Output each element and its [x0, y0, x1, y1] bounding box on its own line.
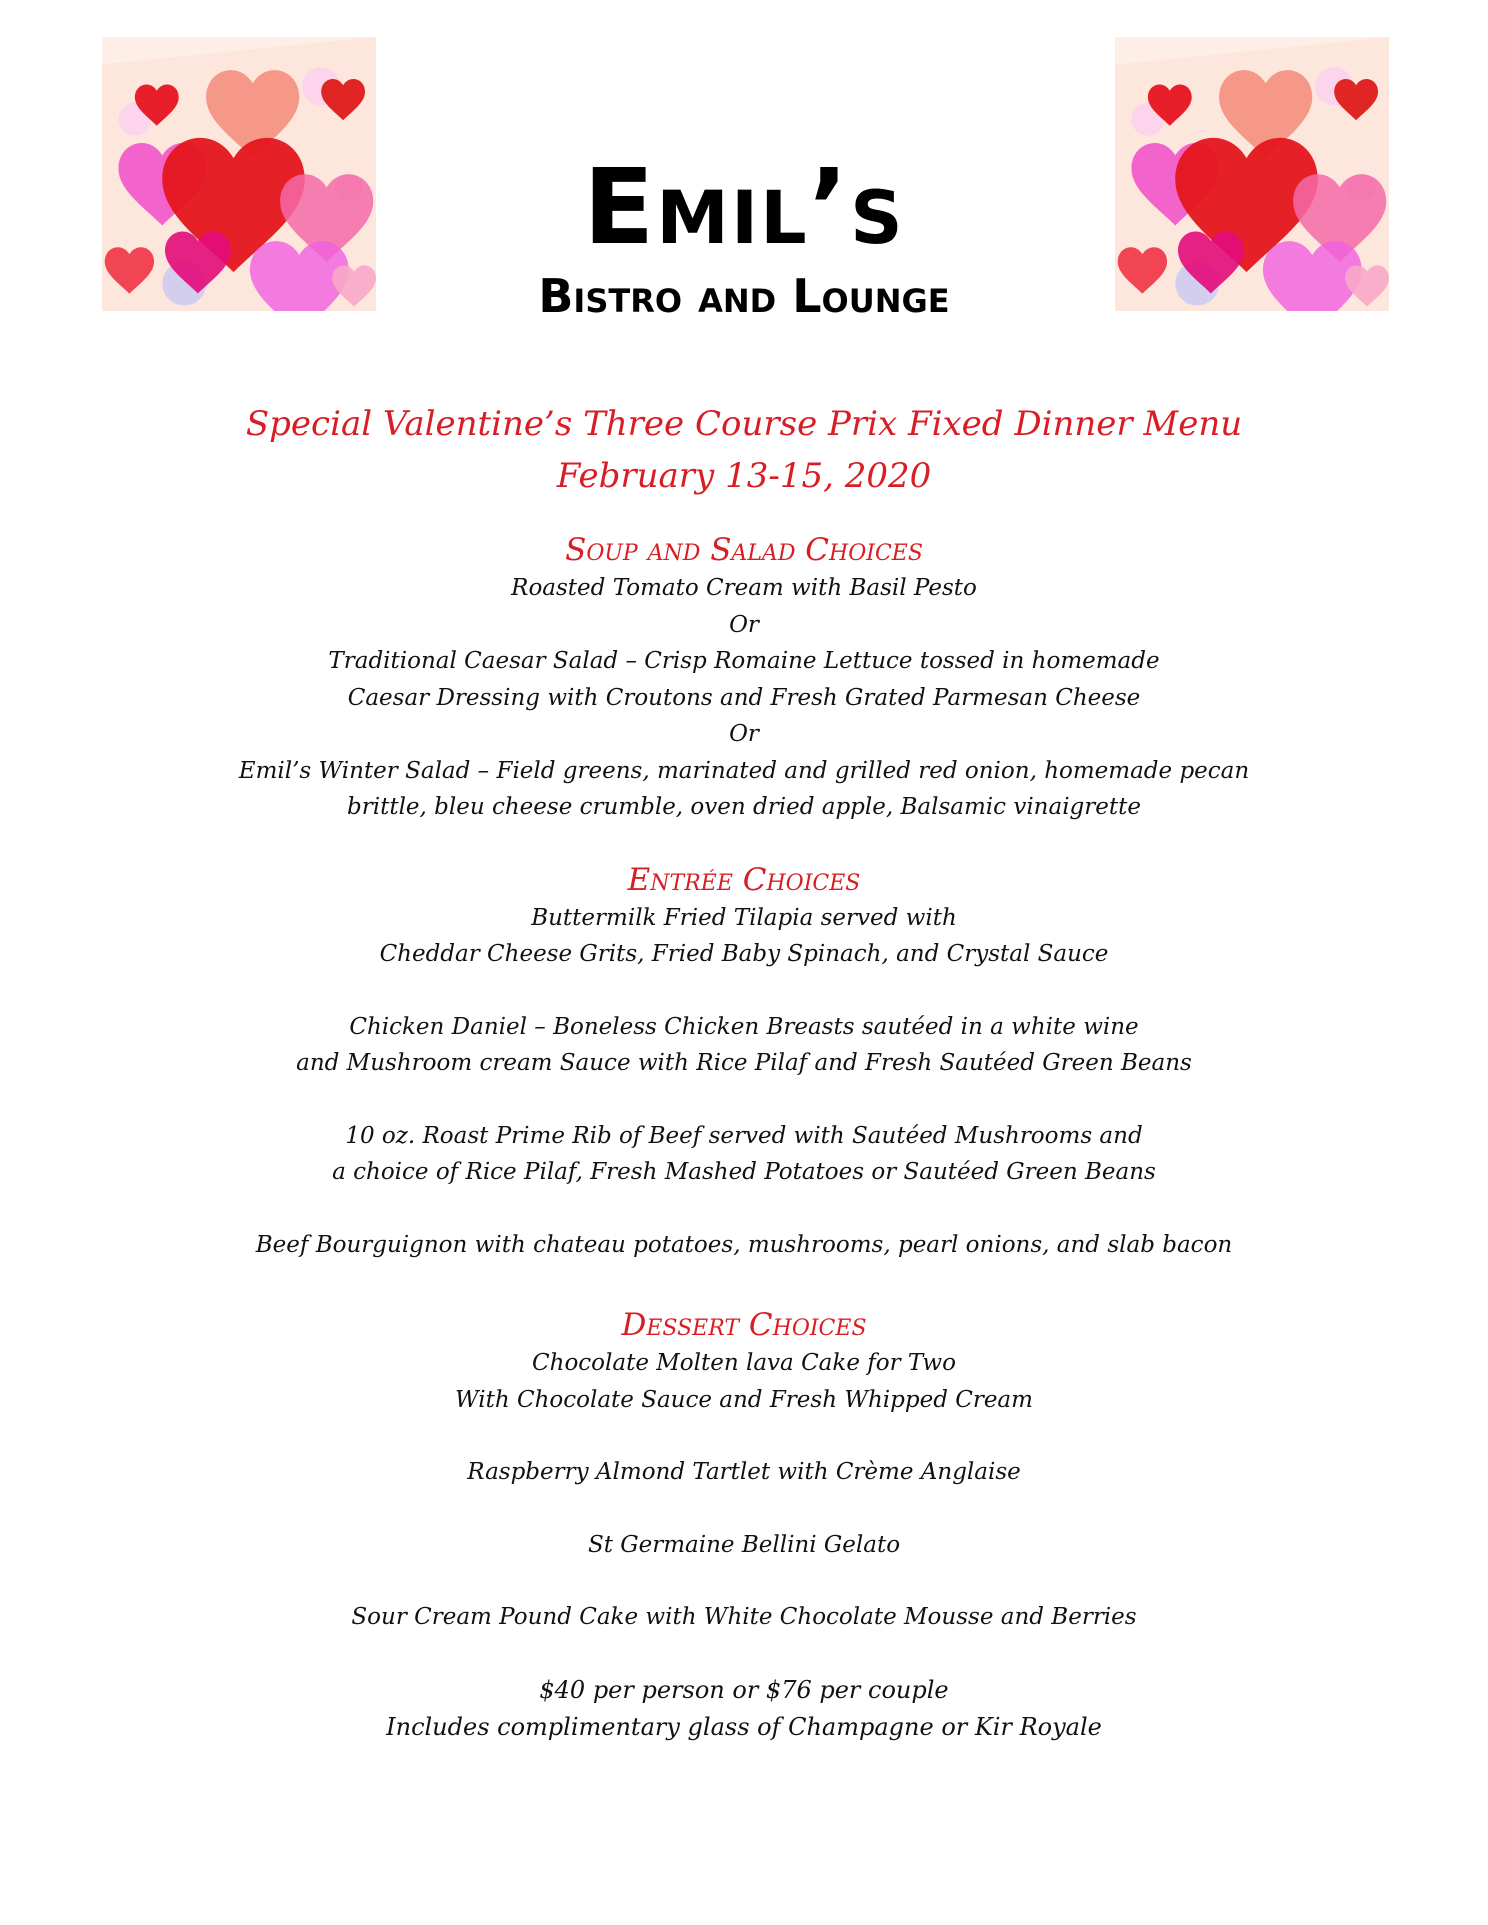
menu-line: brittle, bleu cheese crumble, oven dried apple, Balsamic vinaigrette [347, 794, 1141, 820]
menu-line: Chocolate Molten lava Cake for Two [532, 1350, 956, 1376]
menu-line: Raspberry Almond Tartlet with Crème Anglaise [467, 1459, 1021, 1485]
spacer [0, 1491, 1488, 1527]
price-note: Includes complimentary glass of Champagne or Kir Royale [386, 1712, 1102, 1741]
menu-line: Buttermilk Fried Tilapia served with [531, 904, 957, 931]
spacer [0, 973, 1488, 1009]
spacer [0, 1636, 1488, 1672]
restaurant-name: Emil’s [583, 146, 905, 268]
section-title-dessert: Dessert Choices [621, 1307, 867, 1343]
restaurant-subtitle: Bistro and Lounge [538, 269, 950, 323]
section-title-entree: Entrée Choices [627, 861, 861, 898]
menu-line: Beef Bourguignon with chateau potatoes, mushrooms, pearl onions, and slab bacon [255, 1231, 1233, 1258]
menu-line: With Chocolate Sauce and Fresh Whipped Cream [455, 1386, 1033, 1413]
promo-title: Special Valentine’s Three Course Prix Fixed Dinner Menu [245, 404, 1243, 444]
price-line: $40 per person or $76 per couple [539, 1675, 949, 1704]
menu-line: Sour Cream Pound Cake with White Chocolate Mousse and Berries [351, 1604, 1137, 1630]
menu-line: a choice of Rice Pilaf, Fresh Mashed Potatoes or Sautéed Green Beans [332, 1159, 1156, 1185]
spacer [0, 1418, 1488, 1454]
section-title-soup-salad: Soup and Salad Choices [565, 532, 923, 568]
menu-line: Caesar Dressing with Croutons and Fresh Grated Parmesan Cheese [347, 684, 1141, 711]
spacer [0, 1563, 1488, 1599]
promo-dates: February 13-15, 2020 [556, 456, 932, 496]
menu-line: 10 oz. Roast Prime Rib of Beef served with Sautéed Mushrooms and [345, 1122, 1143, 1149]
menu-line: Cheddar Cheese Grits, Fried Baby Spinach, and Crystal Sauce [379, 941, 1109, 967]
menu-line: Or [729, 721, 759, 747]
brand-header [0, 146, 1488, 323]
spacer [0, 1191, 1488, 1227]
menu-line: St Germaine Bellini Gelato [587, 1531, 901, 1558]
menu-line: and Mushroom cream Sauce with Rice Pilaf and Fresh Sautéed Green Beans [296, 1050, 1192, 1076]
menu-body [0, 398, 1488, 1746]
menu-line: Or [729, 611, 759, 638]
menu-line: Roasted Tomato Cream with Basil Pesto [511, 575, 977, 601]
spacer [0, 1082, 1488, 1118]
menu-line: Chicken Daniel – Boneless Chicken Breasts sautéed in a white wine [349, 1013, 1139, 1040]
menu-line: Emil’s Winter Salad – Field greens, marinated and grilled red onion, homemade pecan [238, 757, 1250, 784]
menu-line: Traditional Caesar Salad – Crisp Romaine Lettuce tossed in homemade [328, 648, 1160, 674]
